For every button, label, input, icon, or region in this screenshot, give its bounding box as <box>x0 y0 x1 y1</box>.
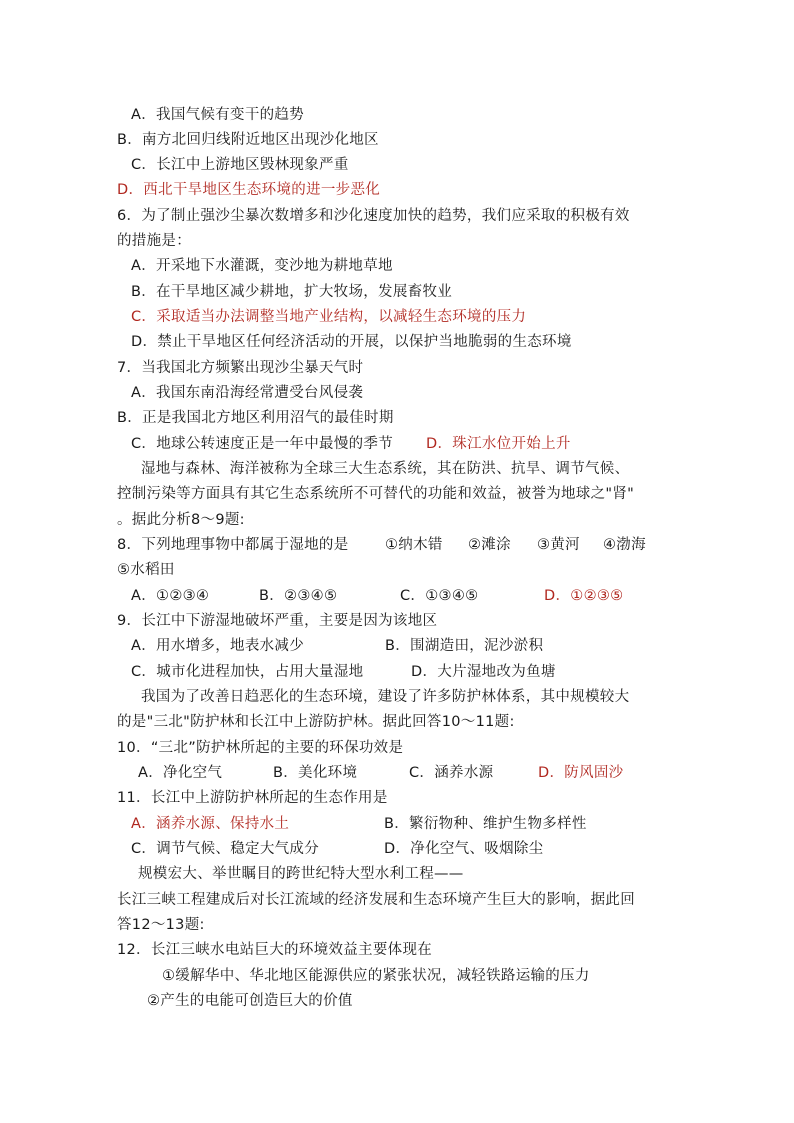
q12-item-1: ①缓解华中、华北地区能源供应的紧张状况，减轻铁路运输的压力 <box>162 968 590 984</box>
q6-option-d: D．禁止干旱地区任何经济活动的开展，以保护当地脆弱的生态环境 <box>131 334 572 350</box>
three-gorges-passage-line2: 长江三峡工程建成后对长江流域的经济发展和生态环境产生巨大的影响，据此回 <box>117 892 635 908</box>
q5-option-b: B．南方北回归线附近地区出现沙化地区 <box>117 132 379 148</box>
q11-options-cd-row <box>131 839 671 859</box>
q8-item-3: ③黄河 <box>537 537 580 553</box>
q8-option-c: C．①③④⑤ <box>400 588 479 604</box>
q5-option-d-answer: D．西北干旱地区生态环境的进一步恶化 <box>117 182 381 198</box>
q11-option-b: B．繁衍物种、维护生物多样性 <box>384 816 587 832</box>
q9-option-c: C．城市化进程加快，占用大量湿地 <box>131 664 364 680</box>
q7-option-c: C．地球公转速度正是一年中最慢的季节 <box>131 436 394 452</box>
q8-options-row <box>131 586 671 606</box>
q11-options-ab-row <box>131 814 671 834</box>
q8-option-d-answer: D．①②③⑤ <box>544 588 624 604</box>
q8-option-a: A．①②③④ <box>131 588 210 604</box>
q9-option-b: B．围湖造田，泥沙淤积 <box>385 638 544 654</box>
q11-option-a-answer: A．涵养水源、保持水土 <box>131 816 290 832</box>
q12-item-2: ②产生的电能可创造巨大的价值 <box>147 993 353 1009</box>
q8-stem-row <box>117 535 677 555</box>
q8-item-5: ⑤水稻田 <box>117 562 175 578</box>
q8-stem: 8．下列地理事物中都属于湿地的是 <box>117 537 349 553</box>
wetland-passage-line1: 湿地与森林、海洋被称为全球三大生态系统，其在防洪、抗旱、调节气候、 <box>141 461 630 477</box>
q5-option-a: A．我国气候有变干的趋势 <box>131 107 305 123</box>
q11-stem: 11．长江中上游防护林所起的生态作用是 <box>117 790 388 806</box>
q9-stem: 9．长江中下游湿地破坏严重，主要是因为该地区 <box>117 613 438 629</box>
q6-option-a: A．开采地下水灌溉，变沙地为耕地草地 <box>131 258 393 274</box>
q7-option-a: A．我国东南沿海经常遭受台风侵袭 <box>131 385 364 401</box>
q10-stem: 10．“三北”防护林所起的主要的环保功效是 <box>117 740 404 756</box>
q5-option-c: C．长江中上游地区毁林现象严重 <box>131 157 349 173</box>
q10-option-d-answer: D．防风固沙 <box>538 765 624 781</box>
q10-option-c: C．涵养水源 <box>409 765 494 781</box>
q12-stem: 12．长江三峡水电站巨大的环境效益主要体现在 <box>117 942 433 958</box>
q7-option-b: B．正是我国北方地区利用沼气的最佳时期 <box>117 410 394 426</box>
q9-option-d: D．大片湿地改为鱼塘 <box>411 664 556 680</box>
q6-option-c-answer: C．采取适当办法调整当地产业结构，以减轻生态环境的压力 <box>131 309 527 325</box>
wetland-passage-line2: 控制污染等方面具有其它生态系统所不可替代的功能和效益，被誉为地球之"肾" <box>117 486 635 502</box>
q9-options-ab-row <box>131 636 671 656</box>
q8-item-1: ①纳木错 <box>385 537 443 553</box>
three-gorges-passage-line3: 答12～13题: <box>117 917 205 933</box>
q6-option-b: B．在干旱地区减少耕地，扩大牧场，发展畜牧业 <box>131 284 453 300</box>
wetland-passage-line3: 。据此分析8～9题: <box>117 512 245 528</box>
q8-item-2: ②滩涂 <box>468 537 511 553</box>
q8-option-b: B．②③④⑤ <box>259 588 338 604</box>
q7-stem: 7．当我国北方频繁出现沙尘暴天气时 <box>117 360 364 376</box>
q9-options-cd-row <box>131 662 671 682</box>
forest-passage-line1: 我国为了改善日趋恶化的生态环境，建设了许多防护林体系，其中规模较大 <box>141 689 630 705</box>
q6-stem: 6．为了制止强沙尘暴次数增多和沙化速度加快的趋势，我们应采取的积极有效 <box>117 208 630 224</box>
q11-option-d: D．净化空气、吸烟除尘 <box>384 841 544 857</box>
forest-passage-line2: 的是"三北"防护林和长江中上游防护林。据此回答10～11题: <box>117 714 515 730</box>
q10-option-a: A．净化空气 <box>138 765 223 781</box>
q11-option-c: C．调节气候、稳定大气成分 <box>131 841 320 857</box>
q7-options-cd-row <box>131 434 691 454</box>
q6-stem-cont: 的措施是： <box>117 233 191 249</box>
q7-option-d-answer: D．珠江水位开始上升 <box>426 436 571 452</box>
q8-item-4: ④渤海 <box>603 537 646 553</box>
q10-options-row <box>138 763 658 783</box>
three-gorges-passage-line1: 规模宏大、举世瞩目的跨世纪特大型水利工程—— <box>138 866 464 882</box>
q10-option-b: B．美化环境 <box>273 765 358 781</box>
q9-option-a: A．用水增多，地表水减少 <box>131 638 305 654</box>
